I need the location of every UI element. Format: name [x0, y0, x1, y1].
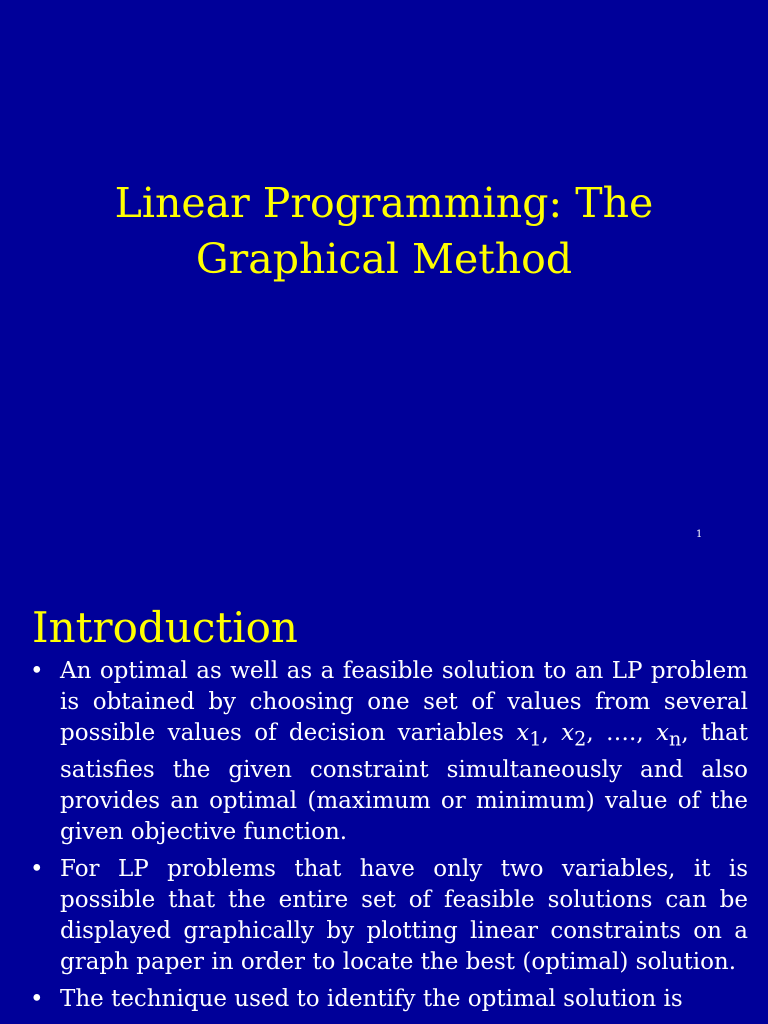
bullet-item: • An optimal as well as a feasible solution to an LP problem is obtained by choosing one set of values from several possible values of decision variables $x_1$, $x_2$, …., $x_n$, that satisfies the given constraint simultaneously and also provides an optimal (maximum or minimum) value of the given objective function.: [30, 658, 749, 845]
math-subscript: 2: [574, 727, 587, 751]
math-variable: x: [561, 720, 575, 746]
title-line-1: Linear Programming: The: [114, 179, 654, 227]
bullet-marker: •: [30, 855, 44, 882]
math-subscript: 1: [529, 727, 542, 751]
math-variable: x: [656, 720, 669, 746]
bullet-marker: •: [30, 985, 44, 1012]
slide-heading: Introduction: [32, 603, 298, 652]
bullet-marker: •: [30, 658, 44, 684]
math-variable: x: [516, 720, 530, 746]
bullet-item: [0, 984, 768, 1015]
introduction-slide: [0, 576, 768, 1024]
math-subscript: n: [668, 727, 682, 751]
ellipsis: ….,: [606, 720, 644, 746]
slide-number: 1: [696, 529, 703, 540]
bullet-text: , that satisfies the given constraint simultaneously and also provides an optimal (maximum or minimum) value of the given objective function.: [60, 720, 749, 845]
bullet-list: [0, 656, 768, 1021]
title-line-2: Graphical Method: [195, 235, 573, 283]
slide-title: [0, 175, 768, 287]
bullet-text: An optimal as well as a feasible solution to an LP problem is obtained by choosing one set of values from several possible values of decision variables: [60, 658, 748, 746]
bullet-text: For LP problems that have only two variables, it is possible that the entire set of feasible solutions can be displayed graphically by plotting linear constraints on a graph paper in order to locate the best (optimal) solution.: [60, 855, 748, 975]
bullet-item: [0, 854, 768, 978]
bullet-text: The technique used to identify the optimal solution is: [60, 985, 683, 1012]
